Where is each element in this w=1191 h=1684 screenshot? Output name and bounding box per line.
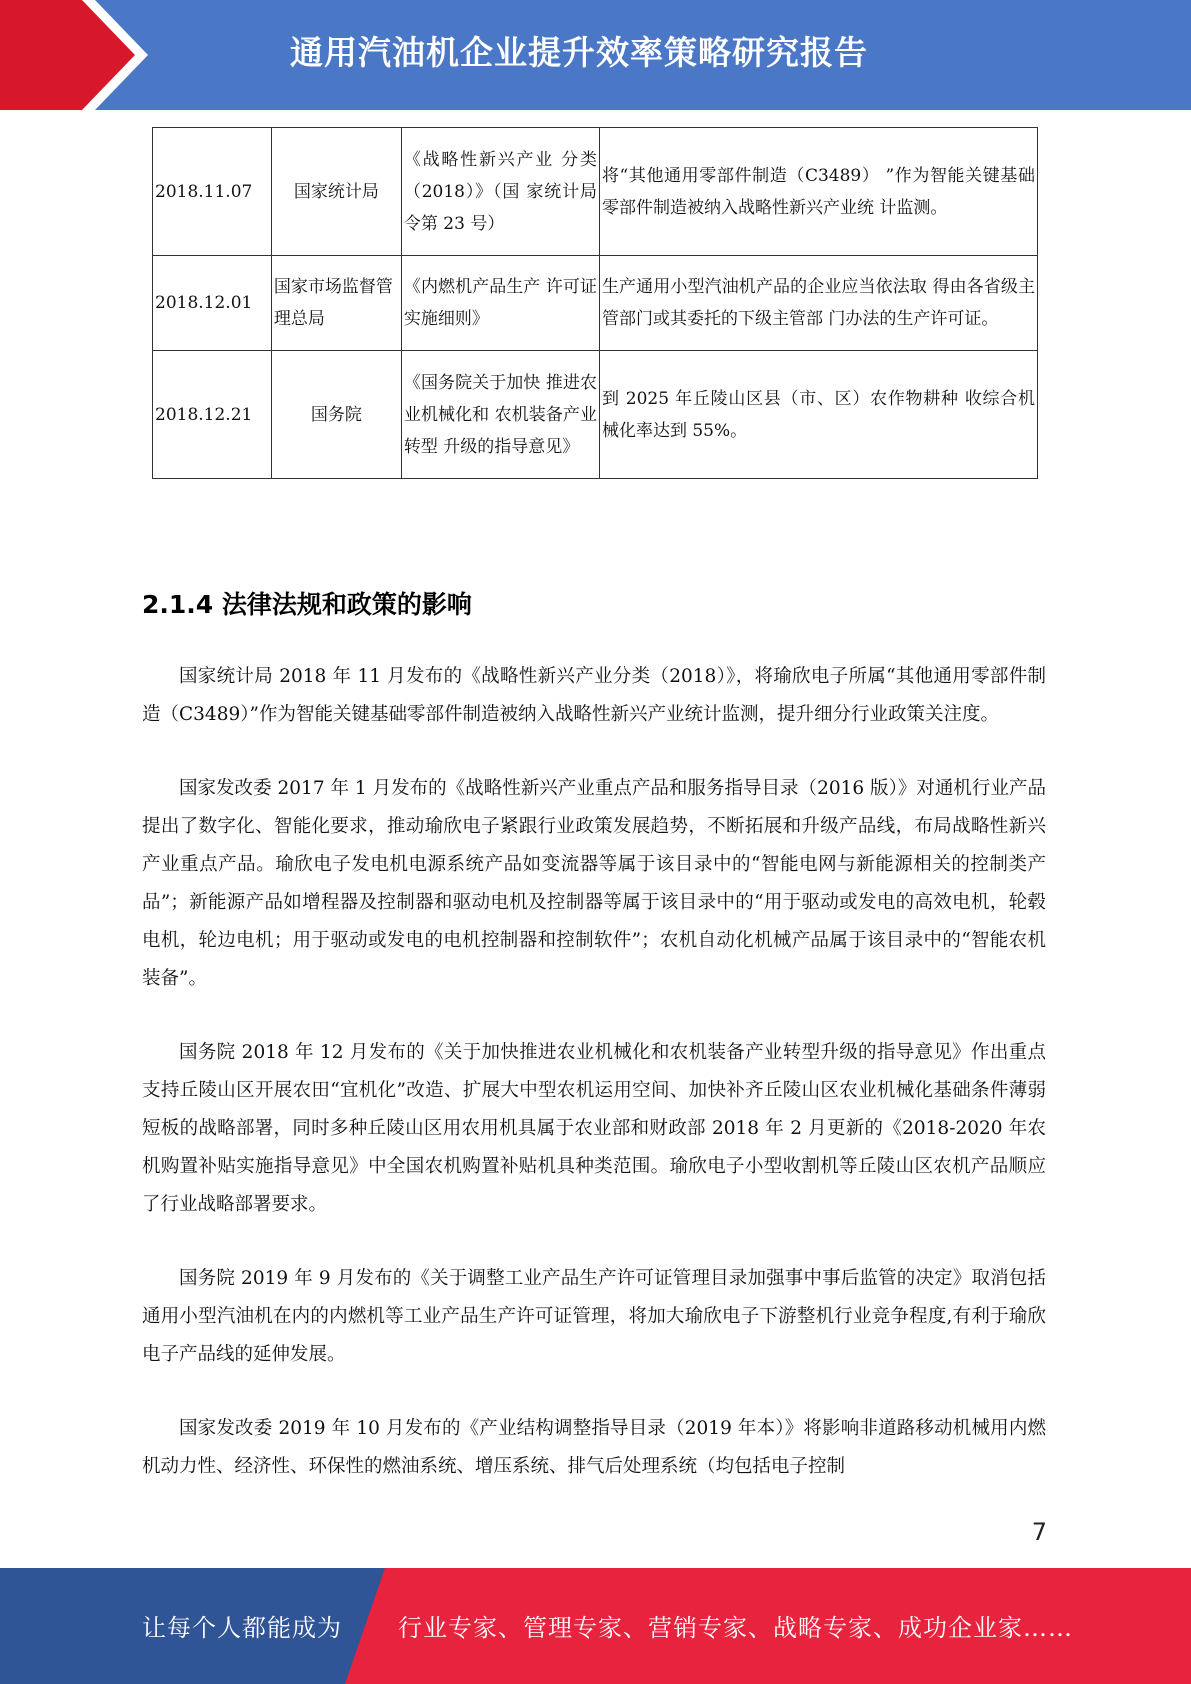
policy-table	[152, 127, 1038, 479]
page-number: 7	[1031, 1518, 1047, 1546]
header-red-arrow-graphic	[0, 0, 150, 110]
paragraph: 国家统计局 2018 年 11 月发布的《战略性新兴产业分类（2018）》，将瑜欣电子所属“其他通用零部件制造（C3489）”作为智能关键基础零部件制造被纳入战略性新兴产业统计监测，提升细分行业政策关注度。	[142, 666, 1046, 725]
cell-desc: 生产通用小型汽油机产品的企业应当依法取 得由各省级主管部门或其委托的下级主管部 门办法的生产许可证。	[599, 256, 1037, 351]
cell-date: 2018.12.01	[153, 256, 272, 351]
footer-slogan-left: 让每个人都能成为	[142, 1614, 342, 1642]
table-row	[153, 128, 1038, 256]
report-title: 通用汽油机企业提升效率策略研究报告	[290, 33, 868, 72]
cell-org: 国务院	[271, 351, 401, 479]
cell-doc: 《国务院关于加快 推进农业机械化和 农机装备产业转型 升级的指导意见》	[401, 351, 599, 479]
cell-date: 2018.12.21	[153, 351, 272, 479]
table-row	[153, 256, 1038, 351]
cell-org: 国家市场监督管理总局	[271, 256, 401, 351]
cell-date: 2018.11.07	[153, 128, 272, 256]
cell-desc: 到 2025 年丘陵山区县（市、区）农作物耕种 收综合机械化率达到 55%。	[599, 351, 1037, 479]
paragraph: 国家发改委 2017 年 1 月发布的《战略性新兴产业重点产品和服务指导目录（2016 版）》对通机行业产品提出了数字化、智能化要求，推动瑜欣电子紧跟行业政策发展趋势，不断拓展和升级产品线，布局战略性新兴产业重点产品。瑜欣电子发电机电源系统产品如变流器等属于该目录中的“智能电网与新能源相关的控制类产品”；新能源产品如增程器及控制器和驱动电机及控制器等属于该目录中的“用于驱动或发电的高效电机，轮毂电机，轮边电机；用于驱动或发电的电机控制器和控制软件”；农机自动化机械产品属于该目录中的“智能农机装备”。	[142, 778, 1046, 989]
section-body	[142, 658, 1046, 1522]
cell-doc: 《内燃机产品生产 许可证实施细则》	[401, 256, 599, 351]
paragraph: 国务院 2019 年 9 月发布的《关于调整工业产品生产许可证管理目录加强事中事后监管的决定》取消包括通用小型汽油机在内的内燃机等工业产品生产许可证管理，将加大瑜欣电子下游整机行业竞争程度,有利于瑜欣电子产品线的延伸发展。	[142, 1268, 1046, 1365]
paragraph: 国务院 2018 年 12 月发布的《关于加快推进农业机械化和农机装备产业转型升级的指导意见》作出重点支持丘陵山区开展农田“宜机化”改造、扩展大中型农机运用空间、加快补齐丘陵山区农业机械化基础条件薄弱短板的战略部署，同时多种丘陵山区用农用机具属于农业部和财政部 2018 年 2 月更新的《2018-2020 年农机购置补贴实施指导意见》中全国农机购置补贴机具种类范围。瑜欣电子小型收割机等丘陵山区农机产品顺应了行业战略部署要求。	[142, 1042, 1046, 1215]
cell-desc: 将“其他通用零部件制造（C3489） ”作为智能关键基础零部件制造被纳入战略性新兴产业统 计监测。	[599, 128, 1037, 256]
cell-org: 国家统计局	[271, 128, 401, 256]
paragraph: 国家发改委 2019 年 10 月发布的《产业结构调整指导目录（2019 年本）》将影响非道路移动机械用内燃机动力性、经济性、环保性的燃油系统、增压系统、排气后处理系统（均包括电子控制	[142, 1418, 1046, 1477]
page-header	[0, 0, 1191, 110]
table-row	[153, 351, 1038, 479]
footer-slogan-right: 行业专家、管理专家、营销专家、战略专家、成功企业家……	[398, 1614, 1073, 1642]
page-footer	[0, 1568, 1191, 1684]
section-heading: 2.1.4 法律法规和政策的影响	[142, 590, 472, 619]
cell-doc: 《战略性新兴产业 分类（2018）》（国 家统计局令第 23 号）	[401, 128, 599, 256]
